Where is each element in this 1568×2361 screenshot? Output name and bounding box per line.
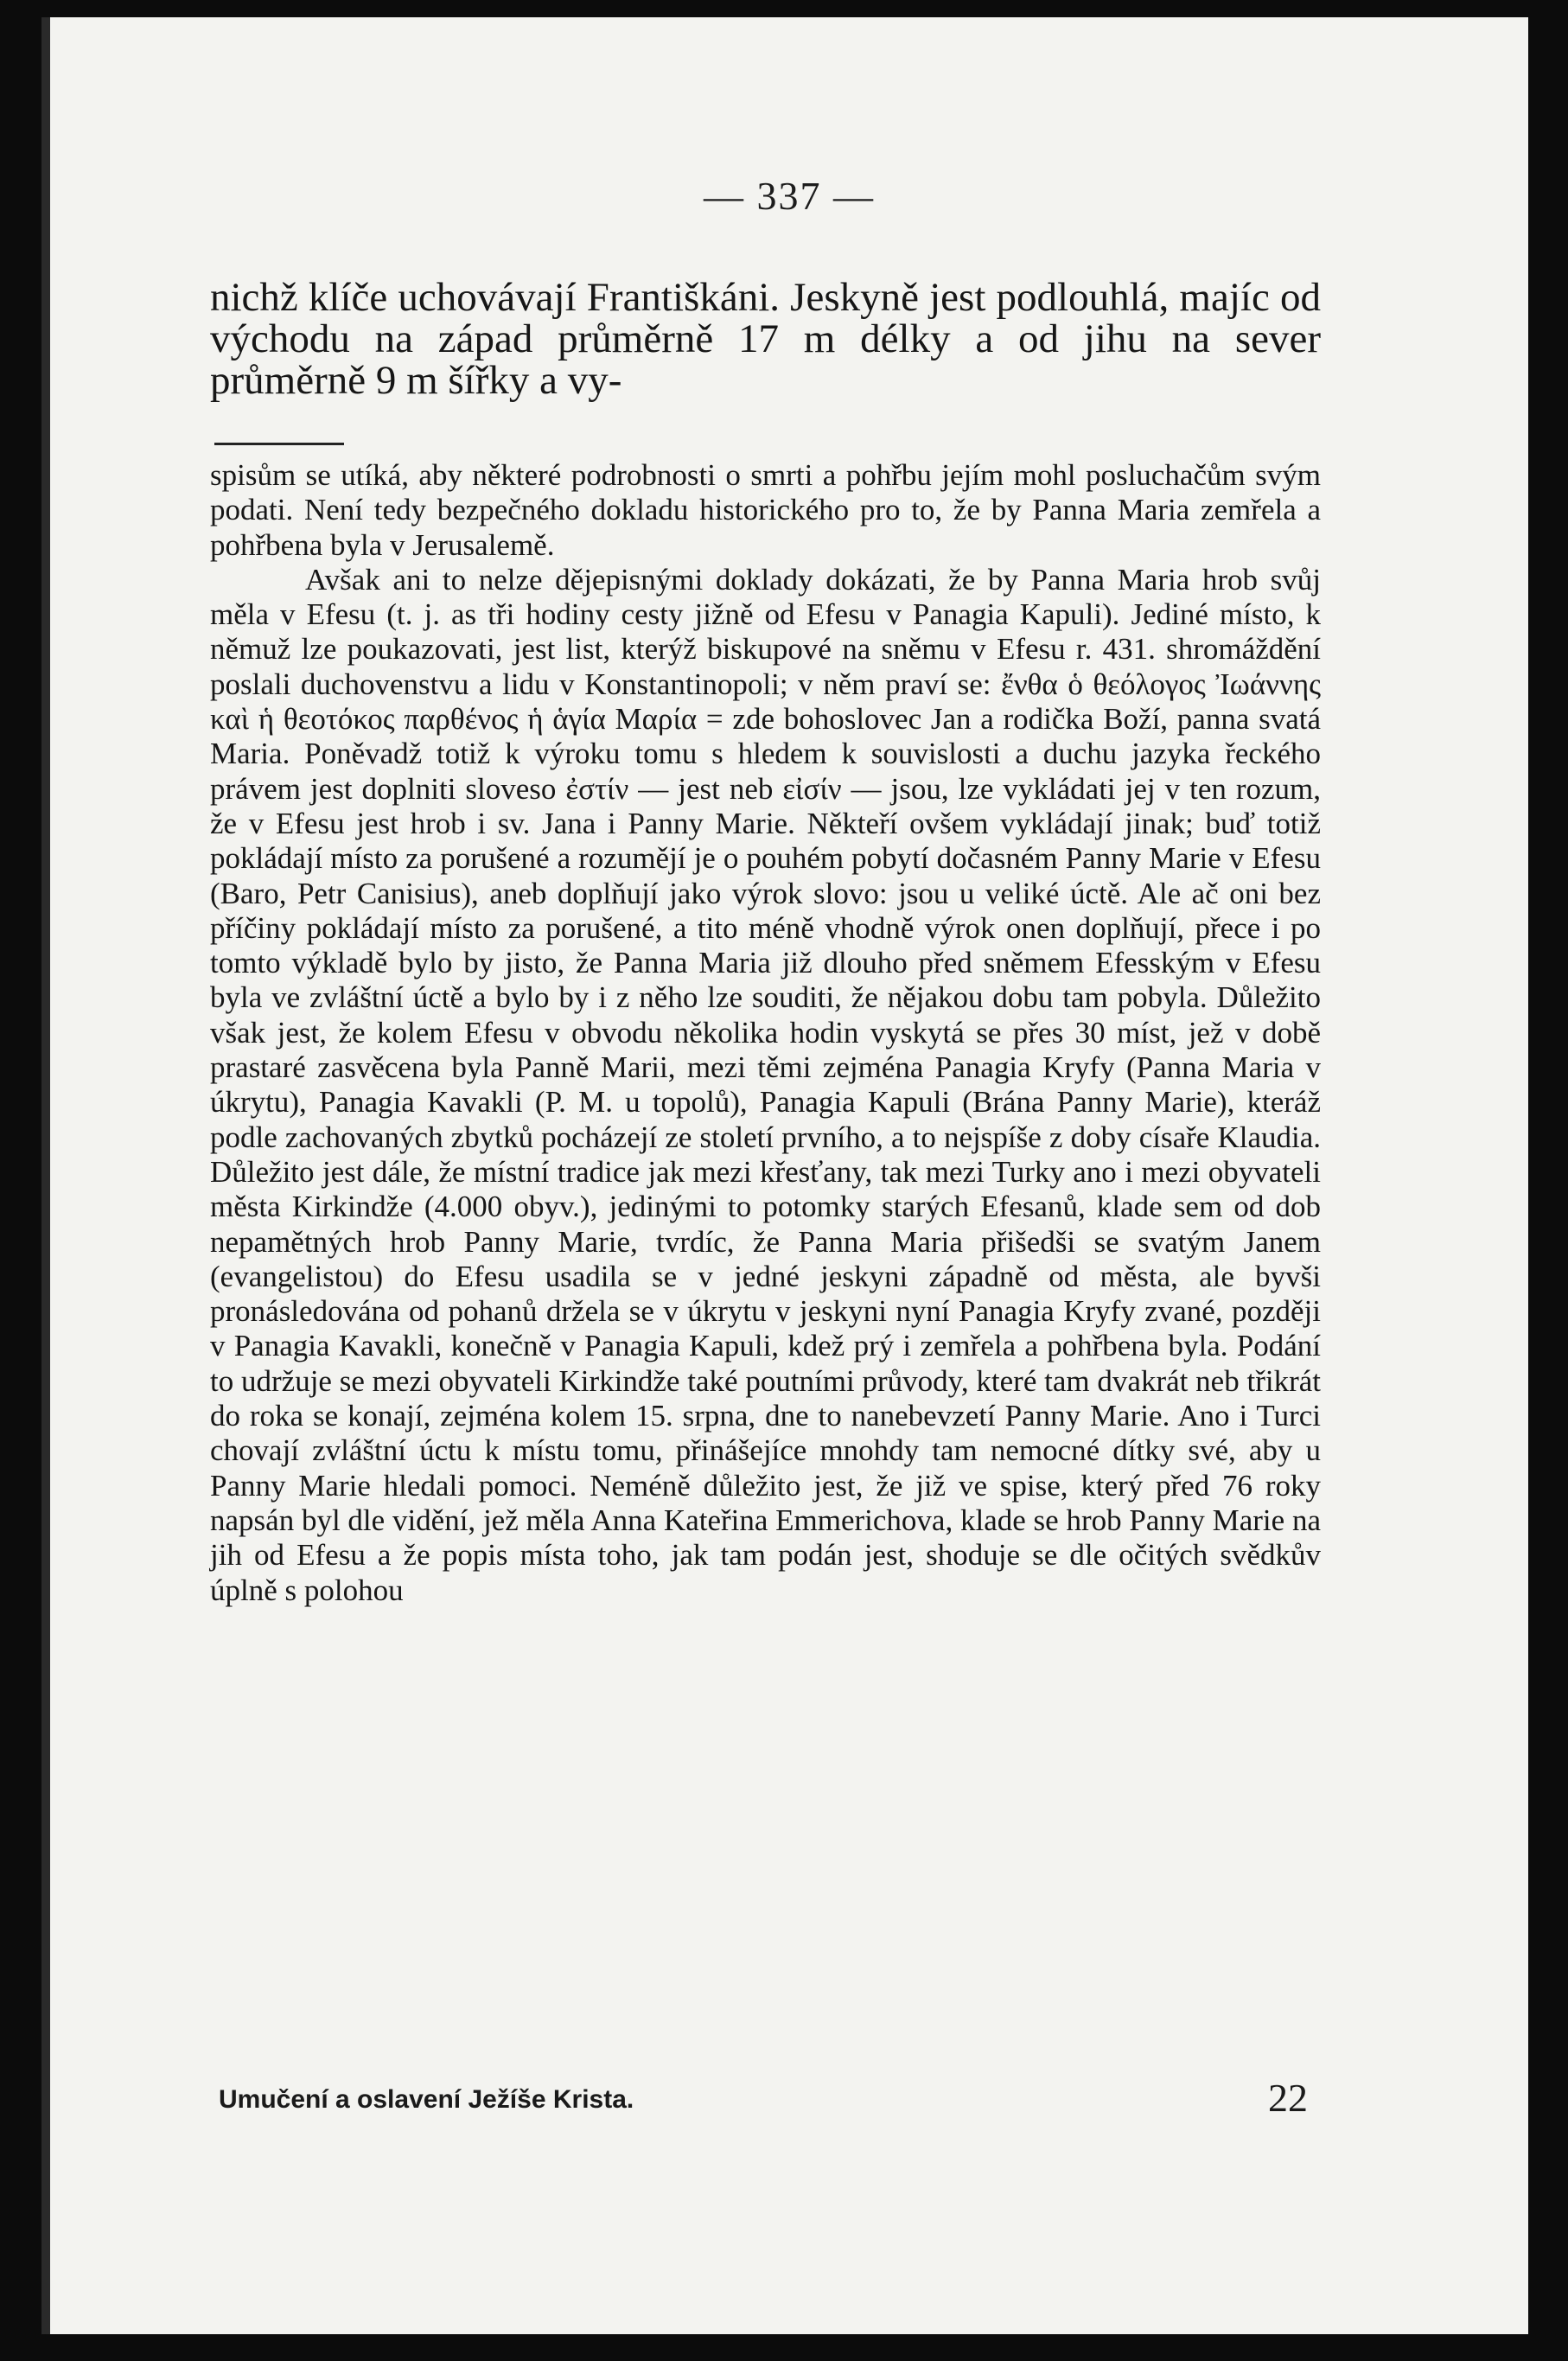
main-paragraph: nichž klíče uchovávají Františkáni. Jeskyně jest podlouhlá, majíc od východu na západ průměrně 17 m délky a od jihu na sever průměrně 9 m šířky a vy- xyxy=(210,275,1321,403)
footnote-paragraph-1: spisům se utíká, aby některé podrobnosti o smrti a pohřbu jejím mohl posluchačům svým podati. Není tedy bezpečného dokladu historického pro to, že by Panna Maria zemřela a pohřbena byla v Jerusalemě. xyxy=(210,458,1321,562)
page-number: — 337 — xyxy=(704,174,875,218)
footnote-divider xyxy=(214,443,344,445)
book-page xyxy=(41,17,1528,2334)
signature-line xyxy=(219,2075,1308,2127)
signature-number: 22 xyxy=(1268,2076,1308,2120)
main-text xyxy=(210,277,1321,401)
signature-title: Umučení a oslavení Ježíše Krista. xyxy=(219,2085,634,2114)
footnote-paragraph-2: Avšak ani to nelze dějepisnými doklady dokázati, že by Panna Maria hrob svůj měla v Efesu (t. j. as tři hodiny cesty jižně od Efesu v Panagia Kapuli). Jediné místo, k němuž lze poukazovati, jest list, kterýž biskupové na sněmu v Efesu r. 431. shromáždění poslali duchovenstvu a lidu v Konstantinopoli; v něm praví se: ἔνθα ὁ θεόλογος Ἰωάννης καὶ ἡ θεοτόκος παρθένος ἡ ἁγία Μαρία = zde bohoslovec Jan a rodička Boží, panna svatá Maria. Poněvadž totiž k výroku tomu s hledem k souvislosti a duchu jazyka řeckého právem jest doplniti sloveso ἐστίν — jest neb εἰσίν — jsou, lze vykládati jej v ten rozum, že v Efesu jest hrob i sv. Jana i Panny Marie. Někteří ovšem vykládají jinak; buď totiž pokládají místo za porušené a rozumějí je o pouhém pobytí dočasném Panny Marie v Efesu (Baro, Petr Canisius), aneb doplňují jako výrok slovo: jsou u veliké úctě. Ale ač oni bez příčiny pokládají místo za porušené, a tito méně vhodně výrok onen doplňují, přece i po tomto výkladě bylo by jisto, že Panna Maria již dlouho před sněmem Efesským v Efesu byla ve zvláštní úctě a bylo by i z něho lze souditi, že nějakou dobu tam pobyla. Důležito však jest, že kolem Efesu v obvodu několika hodin vyskytá se přes 30 míst, jež v době prastaré zasvěcena byla Panně Marii, mezi těmi zejména Panagia Kryfy (Panna Maria v úkrytu), Panagia Kavakli (P. M. u topolů), Panagia Kapuli (Brána Panny Marie), kteráž podle zachovaných zbytků pocházejí ze století prvního, a to nejspíše z doby císaře Klaudia. Důležito jest dále, že místní tradice jak mezi křesťany, tak mezi Turky ano i mezi obyvateli města Kirkindže (4.000 obyv.), jedinými to potomky starých Efesanů, klade sem od dob nepamětných hrob Panny Marie, tvrdíc, že Panna Maria přišedši se svatým Janem (evangelistou) do Efesu usadila se v jedné jeskyni západně od města, ale byvši pronásledována od pohanů držela se v úkrytu v jeskyni nyní Panagia Kryfy zvané, později v Panagia Kavakli, konečně v Panagia Kapuli, kdež prý i zemřela a pohřbena byla. Podání to udržuje se mezi obyvateli Kirkindže také poutními průvody, které tam dvakrát neb třikrát do roka se konají, zejména kolem 15. srpna, dne to nanebevzetí Panny Marie. Ano i Turci chovají zvláštní úctu k místu tomu, přinášejíce mnohdy tam nemocné dítky své, aby u Panny Marie hledali pomoci. Neméně důležito jest, že již ve spise, který před 76 roky napsán byl dle vidění, jež měla Anna Kateřina Emmerichova, klade se hrob Panny Marie na jih od Efesu a že popis místa toho, jak tam podán jest, shoduje se dle očitých svědkův úplně s polohou xyxy=(210,562,1321,1607)
footnote xyxy=(210,458,1321,1608)
